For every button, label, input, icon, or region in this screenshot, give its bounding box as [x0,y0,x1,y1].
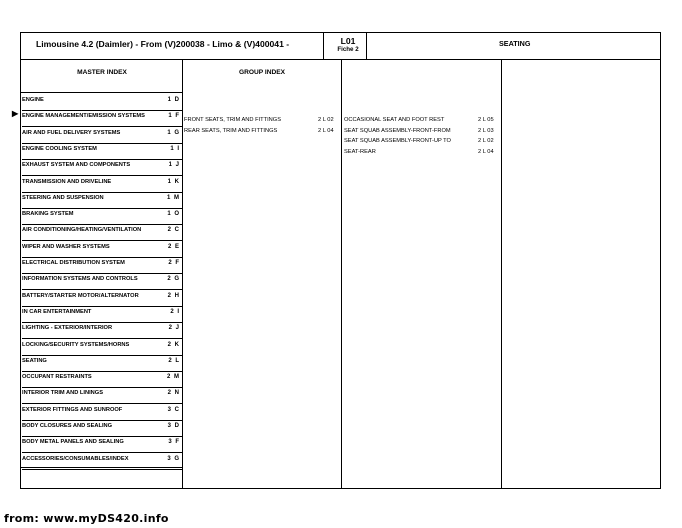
col-sep-3 [501,59,502,489]
master-index-label: BATTERY/STARTER MOTOR/ALTERNATOR [22,292,139,299]
group-index-heading: GROUP INDEX [238,69,286,76]
master-index-code: 2 J [168,325,180,332]
master-index-code: 3 D [167,423,180,429]
master-index-code: 1 G [167,129,180,136]
frame-right [660,32,661,489]
master-index-row[interactable] [22,224,182,241]
section-title: SEATING [499,39,531,48]
master-index-label: AIR CONDITIONING/HEATING/VENTILATION [22,227,142,234]
master-index-label: BRAKING SYSTEM [22,211,74,218]
master-index-code: 2 L [168,357,180,364]
master-index-label: OCCUPANT RESTRAINTS [22,374,92,381]
master-index-label: TRANSMISSION AND DRIVELINE [22,178,112,185]
group-index-item[interactable]: OCCASIONAL SEAT AND FOOT REST [344,117,445,123]
master-index-code: 2 M [166,374,180,381]
header-sep-1 [323,32,324,60]
master-index-code: 3 C [167,406,180,413]
master-index-row[interactable] [22,355,182,372]
master-index-heading: MASTER INDEX [77,69,127,76]
master-index-row[interactable] [22,127,182,144]
frame-left [20,32,21,489]
master-index-row[interactable] [22,176,182,193]
col-sep-1 [182,59,183,489]
group-index-code: 2 L 02 [478,138,494,144]
master-index-row[interactable] [22,257,182,274]
master-index-code: 1 F [168,113,180,120]
source-footer: from: www.myDS420.info [4,512,169,525]
master-index-label: ENGINE [22,97,44,103]
master-index-label: STEERING AND SUSPENSION [22,194,104,201]
master-index-row[interactable] [22,387,182,404]
fiche-code [333,36,363,54]
fiche-label: Fiche 2 [337,46,359,53]
master-head-divider [20,92,183,93]
master-index-label: BODY METAL PANELS AND SEALING [22,439,124,446]
frame-top [20,32,661,33]
master-index-code: 2 G [167,276,180,283]
master-index-code: 2 N [167,390,180,397]
group-index-code: 2 L 05 [478,117,494,123]
master-index-label: ACCESSORIES/CONSUMABLES/INDEX [22,455,129,462]
master-index-code: 3 G [167,455,180,462]
master-index-label: ENGINE MANAGEMENT/EMISSION SYSTEMS [22,113,145,120]
group-index-code: 2 L 03 [478,127,494,134]
group-index-item[interactable]: SEAT SQUAB ASSEMBLY-FRONT-UP TO [344,138,451,144]
col-sep-2 [341,59,342,489]
master-index-row[interactable] [22,339,182,356]
master-index-label: SEATING [22,357,47,364]
master-index-row[interactable] [22,208,182,225]
master-index-code: 2 F [168,260,180,266]
master-index-row[interactable] [22,143,182,160]
group-index-code: 2 L 04 [318,127,334,134]
master-index-code: 1 O [167,211,180,218]
master-index-code: 2 I [170,308,180,315]
master-index-code: 1 D [167,97,180,103]
master-index-row[interactable] [22,290,182,307]
group-index-code: 2 L 04 [478,148,494,155]
master-index-label: BODY CLOSURES AND SEALING [22,423,113,429]
group-index-item[interactable]: SEAT-REAR [344,148,376,155]
header-sep-2 [366,32,367,60]
master-index-row[interactable] [22,436,182,453]
master-index-label: INTERIOR TRIM AND LININGS [22,390,103,397]
master-index-row[interactable] [22,404,182,421]
master-index-row[interactable] [22,110,182,127]
group-index-code: 2 L 02 [318,117,334,123]
page-title: Limousine 4.2 (Daimler) - From (V)200038 - Limo & (V)400041 - [36,39,290,49]
master-index-label: LIGHTING - EXTERIOR/INTERIOR [22,325,113,332]
master-index-row[interactable] [22,94,182,111]
master-index-row[interactable] [22,322,182,339]
group-index-item[interactable]: SEAT SQUAB ASSEMBLY-FRONT-FROM [344,127,451,134]
master-index-label: EXHAUST SYSTEM AND COMPONENTS [22,162,131,169]
master-index-code: 2 E [167,243,180,250]
master-index-label: LOCKING/SECURITY SYSTEMS/HORNS [22,341,130,348]
master-index-row[interactable] [22,273,182,290]
page-code: L01 [340,36,356,46]
master-index-code: 1 J [168,162,180,169]
master-index-code: 1 K [167,178,180,185]
master-index-row[interactable] [22,453,182,470]
master-index-code: 3 F [168,439,180,446]
master-index-row[interactable] [22,241,182,258]
master-index-label: IN CAR ENTERTAINMENT [22,308,92,315]
master-index-label: ENGINE COOLING SYSTEM [22,145,97,152]
master-index-row[interactable] [22,192,182,209]
master-index-row[interactable] [22,420,182,437]
master-index-code: 2 C [167,227,180,234]
master-index-code: 1 M [166,194,180,201]
master-index-code: 2 K [167,341,180,348]
master-index-label: INFORMATION SYSTEMS AND CONTROLS [22,276,138,283]
current-section-marker-icon: ▶ [12,109,19,118]
group-index-item[interactable]: REAR SEATS, TRIM AND FITTINGS [184,127,278,134]
master-index-code: 1 I [170,145,180,152]
master-index-row[interactable] [22,159,182,176]
group-index-item[interactable]: FRONT SEATS, TRIM AND FITTINGS [184,117,282,123]
master-index-label: WIPER AND WASHER SYSTEMS [22,243,110,250]
master-index-label: ELECTRICAL DISTRIBUTION SYSTEM [22,260,125,266]
master-index-label: AIR AND FUEL DELIVERY SYSTEMS [22,129,121,136]
master-index-label: EXTERIOR FITTINGS AND SUNROOF [22,406,123,413]
master-index-code: 2 H [167,292,180,299]
master-index-row[interactable] [22,371,182,388]
master-index-row[interactable] [22,306,182,323]
